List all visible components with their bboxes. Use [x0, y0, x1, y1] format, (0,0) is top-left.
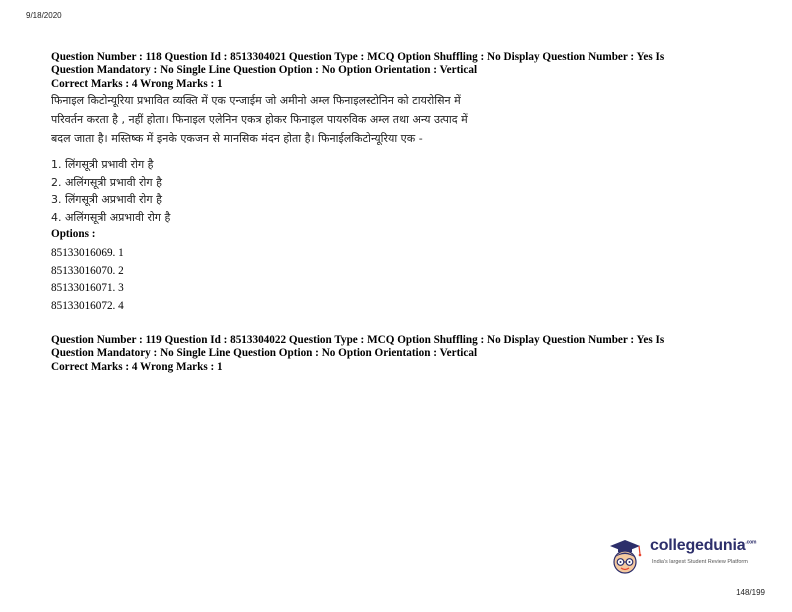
- header-line-1: Question Number : 119 Question Id : 8513304022 Question Type : MCQ Option Shuffling : No Display Question Number : Yes Is: [51, 334, 665, 346]
- answer-choice-4: 4. अलिंगसूत्री अप्रभावी रोग है: [51, 210, 171, 224]
- options-label: Options :: [51, 228, 96, 240]
- question-text-line-3: बदल जाता है। मस्तिष्क में इनके एकजन से मानसिक मंदन होता है। फिनाईलकिटोन्यूरिया एक -: [51, 132, 423, 145]
- student-face-logo-icon: [606, 537, 648, 579]
- print-date: 9/18/2020: [26, 11, 62, 20]
- option-id-list: [51, 245, 751, 315]
- question-header: [51, 51, 751, 76]
- option-id-4: 85133016072. 4: [51, 299, 124, 312]
- logo-suffix: .com: [745, 539, 757, 546]
- answer-choices: [51, 156, 751, 226]
- option-id-1: 85133016069. 1: [51, 247, 124, 259]
- page-number: 148/199: [736, 588, 765, 597]
- marks-line: Correct Marks : 4 Wrong Marks : 1: [51, 78, 223, 90]
- answer-choice-1: 1. लिंगसूत्री प्रभावी रोग है: [51, 158, 154, 171]
- question-content: [51, 51, 751, 374]
- logo-tagline: India's largest Student Review Platform: [652, 559, 748, 565]
- question-header: [51, 334, 751, 359]
- question-text-line-2: परिवर्तन करता है , नहीं होता। फिनाइल एलेनिन एकत्र होकर फिनाइल पायरुविक अम्ल तथा अन्य उत्पाद में: [51, 113, 468, 126]
- answer-choice-2: 2. अलिंगसूत्री प्रभावी रोग है: [51, 175, 162, 189]
- question-119: [51, 334, 751, 374]
- header-line-2: Question Mandatory : No Single Line Question Option : No Option Orientation : Vertical: [51, 63, 478, 76]
- option-id-3: 85133016071. 3: [51, 282, 124, 294]
- logo-name-text: collegedunia: [650, 537, 746, 554]
- question-text: [51, 91, 531, 148]
- question-text-line-1: फिनाइल किटोन्यूरिया प्रभावित व्यक्ति में एक एन्जाईम जो अमीनो अम्ल फिनाइलस्टोनिन को टायरोसिन में: [51, 94, 461, 107]
- logo-wordmark: [650, 537, 756, 555]
- marks-line: Correct Marks : 4 Wrong Marks : 1: [51, 361, 223, 373]
- header-line-2: Question Mandatory : No Single Line Question Option : No Option Orientation : Vertical: [51, 346, 478, 359]
- collegedunia-logo: [606, 537, 756, 583]
- header-line-1: Question Number : 118 Question Id : 8513304021 Question Type : MCQ Option Shuffling : No Display Question Number : Yes Is: [51, 51, 665, 63]
- question-118: [51, 51, 751, 315]
- option-id-2: 85133016070. 2: [51, 264, 124, 277]
- answer-choice-3: 3. लिंगसूत्री अप्रभावी रोग है: [51, 193, 162, 206]
